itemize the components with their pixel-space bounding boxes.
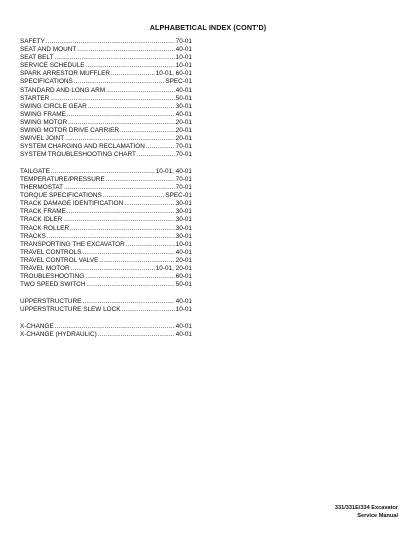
index-entry [20,241,192,249]
index-page-ref: 30-01 [175,208,192,216]
dot-leader [120,127,175,135]
index-term: TRANSPORTING THE EXCAVATOR [20,240,125,248]
dot-leader [74,78,165,86]
dot-leader [47,233,175,241]
index-term: TEMPERATURE/PRESSURE [20,176,105,183]
index-term: TRACKS [20,232,46,240]
footer-manual-title: Service Manual [357,512,398,519]
index-term: SEAT AND MOUNT [20,46,77,54]
index-entry [20,103,192,111]
index-page-ref: 70-01 [175,38,192,45]
dot-leader [126,241,175,249]
index-term: TRAVEL CONTROLS [20,248,82,256]
index-entry [20,176,192,184]
index-entry [20,143,192,151]
index-page-ref: 30-01 [175,224,192,232]
index-entry [20,192,192,200]
index-term: TRAVEL CONTROL VALVE [20,256,99,264]
index-page-ref: 60-01 [175,273,192,281]
dot-leader [106,87,175,95]
page-title: ALPHABETICAL INDEX (CONT'D) [149,23,267,32]
dot-leader [85,273,174,281]
index-page-ref: 10-01 [175,305,192,313]
index-entry [20,135,192,143]
index-page-ref: 20-01 [175,135,192,143]
dot-leader [68,119,175,127]
index-term: SWING FRAME [20,110,66,118]
dot-leader [106,176,175,184]
index-group [20,168,192,289]
footer-model: 331/331E/334 Excavator [334,505,398,511]
index-term: TRAVEL MOTOR [20,265,70,273]
dot-leader [86,281,174,289]
index-page-ref: 30-01 [175,200,192,208]
dot-leader [86,62,175,70]
index-term: STARTER [20,94,50,102]
index-page-ref: 40-01 [175,86,192,94]
page-footer [335,505,398,520]
index-term: TRACK FRAME [20,208,66,216]
dot-leader [64,184,175,192]
index-term: TAILGATE [20,167,50,175]
index-page-ref: 40-01 [175,297,192,305]
index-term: X-CHANGE [20,322,54,330]
index-term: X-CHANGE (HYDRAULIC) [20,330,97,338]
index-entry [20,46,192,54]
index-page-ref: SPEC-01 [165,78,192,86]
dot-leader [137,151,175,159]
index-entry [20,87,192,95]
index-entry [20,331,192,339]
index-term: TRACK IDLER [20,216,63,224]
index-entry [20,184,192,192]
index-entry [20,127,192,135]
dot-leader [82,298,174,306]
dot-leader [46,38,175,46]
index-term: SERVICE SCHEDULE [20,62,85,70]
index-entry [20,249,192,257]
index-term: SWING CIRCLE GEAR [20,102,87,110]
dot-leader [124,200,174,208]
dot-leader [54,54,174,62]
index-term: SYSTEM CHARGING AND RECLAMATION [20,143,145,151]
index-page-ref: 10-01, 60-01 [155,70,192,78]
index-page-ref: 40-01 [175,110,192,118]
index-term: SWING MOTOR DRIVE CARRIER [20,127,119,135]
index-page-ref: 40-01 [175,322,192,330]
index-page-ref: 70-01 [175,184,192,192]
dot-leader [122,306,175,314]
index-term: THERMOSTAT [20,184,64,192]
index-page-ref: 10-01, 20-01 [155,265,192,273]
dot-leader [111,70,155,78]
index-term: SWING MOTOR [20,118,68,126]
index-term: SEAT BELT [20,54,54,62]
dot-leader [77,46,174,54]
index-entry [20,323,192,331]
dot-leader [82,249,174,257]
dot-leader [103,192,165,200]
index-page-ref: 50-01 [175,94,192,102]
dot-leader [88,103,175,111]
index-page-ref: 20-01 [175,127,192,135]
alphabetical-index [20,38,192,347]
dot-leader [67,208,175,216]
index-page-ref: SPEC-01 [165,192,192,200]
index-entry [20,233,192,241]
dot-leader [63,216,174,224]
index-page-ref: 10-01, 40-01 [155,167,192,175]
dot-leader [146,143,175,151]
index-entry [20,62,192,70]
index-entry [20,70,192,78]
dot-leader [55,323,175,331]
index-term: TORQUE SPECIFICATIONS [20,192,102,200]
index-entry [20,273,192,281]
index-term: TRACK DAMAGE IDENTIFICATION [20,200,124,208]
index-entry [20,151,192,159]
index-page-ref: 10-01 [175,54,192,62]
index-page-ref: 70-01 [175,176,192,183]
index-term: SPARK ARRESTOR MUFFLER [20,70,110,78]
dot-leader [65,135,174,143]
index-entry [20,168,192,176]
index-page-ref: 70-01 [175,151,192,159]
index-term: STANDARD AND LONG ARM [20,86,106,94]
index-term: UPPERSTRUCTURE [20,297,82,305]
index-entry [20,306,192,314]
index-term: SWIVEL JOINT [20,135,65,143]
dot-leader [99,257,174,265]
index-term: SAFETY [20,38,45,45]
index-term: SPECIFICATIONS [20,78,73,86]
index-entry [20,216,192,224]
index-page-ref: 20-01 [175,118,192,126]
index-entry [20,298,192,306]
dot-leader [98,331,175,339]
index-page-ref: 20-01 [175,256,192,264]
index-page-ref: 30-01 [175,102,192,110]
index-term: TRACK ROLLER [20,224,70,232]
index-entry [20,208,192,216]
index-page-ref: 10-01 [175,62,192,70]
index-page-ref: 40-01 [175,330,192,338]
index-entry [20,281,192,289]
index-entry [20,95,192,103]
dot-leader [51,168,155,176]
index-group [20,38,192,159]
index-term: TROUBLESHOOTING [20,273,85,281]
index-entry [20,265,192,273]
index-page-ref: 40-01 [175,248,192,256]
index-group [20,298,192,314]
index-entry [20,38,192,46]
index-page-ref: 70-01 [175,143,192,151]
index-entry [20,257,192,265]
dot-leader [50,95,174,103]
index-entry [20,111,192,119]
index-page-ref: 30-01 [175,216,192,224]
index-entry [20,200,192,208]
index-page-ref: 10-01 [175,240,192,248]
index-page-ref: 50-01 [175,281,192,289]
index-entry [20,225,192,233]
index-term: SYSTEM TROUBLESHOOTING CHART [20,151,136,159]
dot-leader [70,225,175,233]
index-term: TWO SPEED SWITCH [20,281,86,289]
index-entry [20,119,192,127]
index-entry [20,78,192,86]
index-group [20,323,192,339]
index-term: UPPERSTRUCTURE SLEW LOCK [20,305,121,313]
index-entry [20,54,192,62]
dot-leader [67,111,175,119]
dot-leader [71,265,155,273]
index-page-ref: 40-01 [175,46,192,54]
index-page-ref: 30-01 [175,232,192,240]
